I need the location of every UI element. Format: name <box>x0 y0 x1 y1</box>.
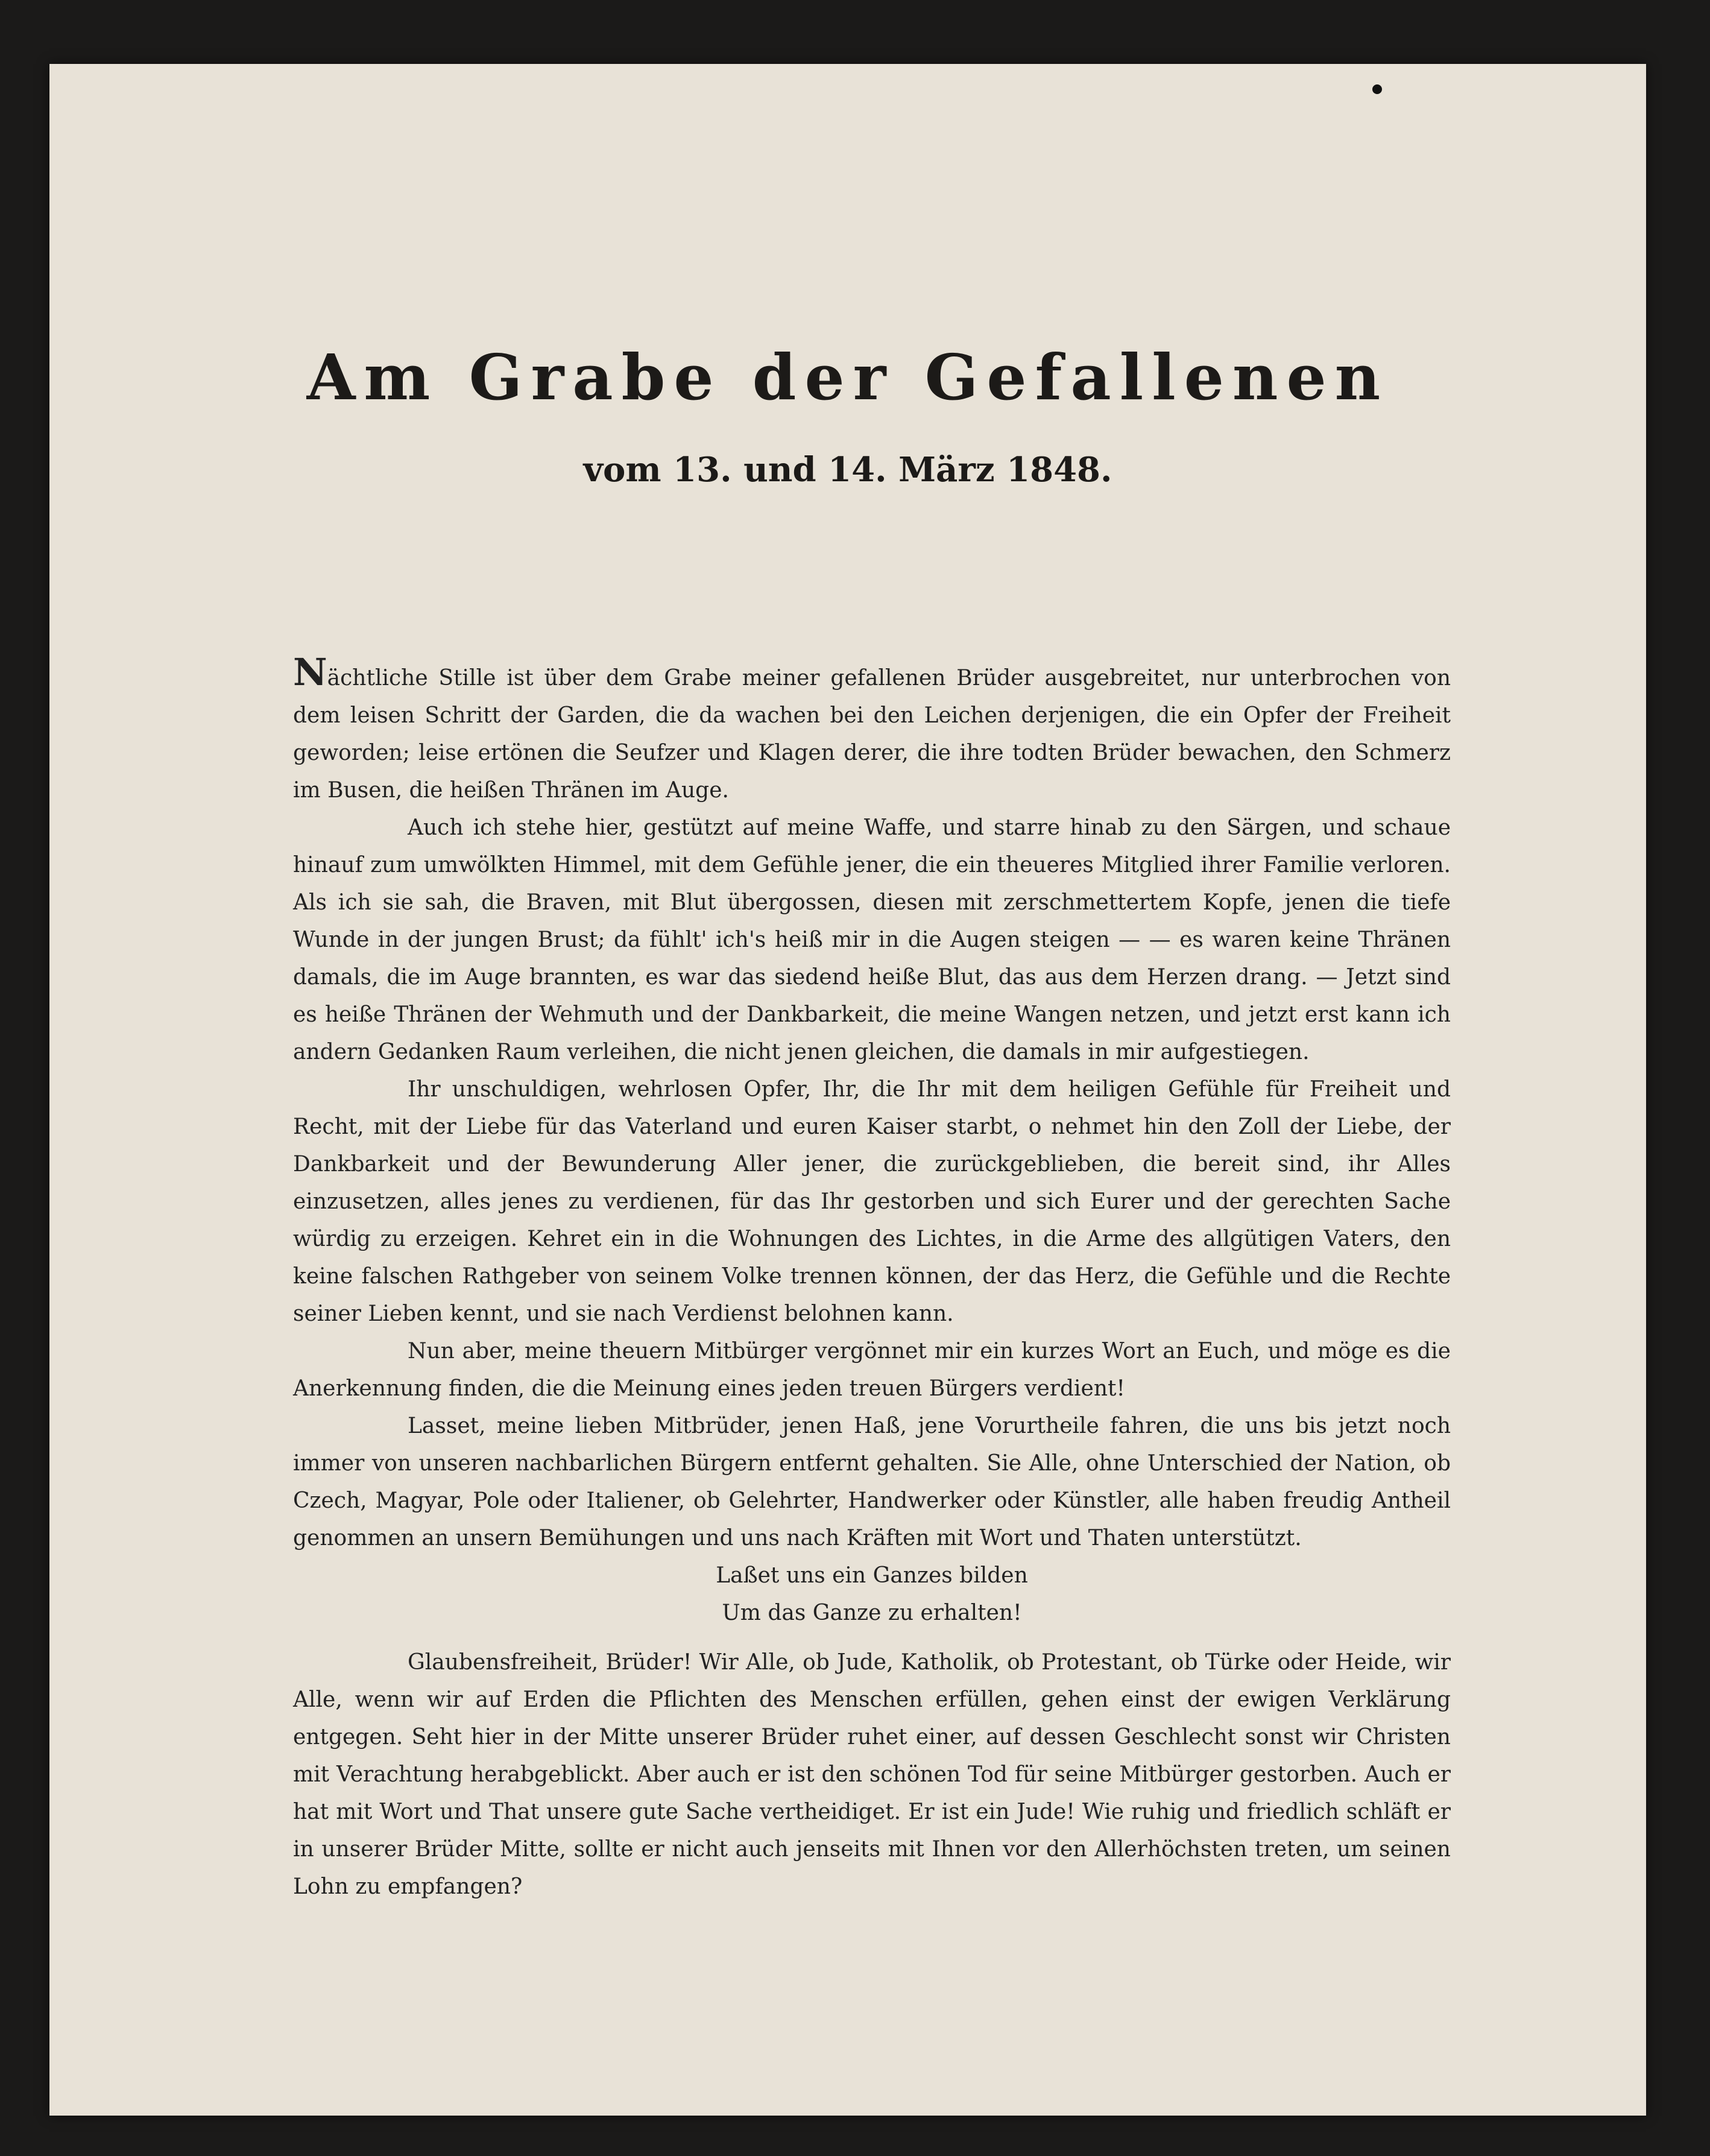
paragraph-2: Auch ich stehe hier, gestützt auf meine Waffe, und starre hinab zu den Särgen, und schaue hinauf zum umwölkten Himmel, mit dem Gefühle jener, die ein theueres Mitglied ihrer Familie verloren. Als ich sie sah, die Braven, mit Blut übergossen, diesen mit zerschmettertem Kopfe, jenen die tiefe Wunde in der jungen Brust; da fühlt' ich's heiß mir in die Augen steigen — — es waren keine Thränen damals, die im Auge brannten, es war das siedend heiße Blut, das aus dem Herzen drang. — Jetzt sind es heiße Thränen der Wehmuth und der Dankbarkeit, die meine Wangen netzen, und jetzt erst kann ich andern Gedanken Raum verleihen, die nicht jenen gleichen, die damals in mir aufgestiegen. <box>293 815 1451 1064</box>
document-body <box>293 650 1451 1906</box>
document-subtitle: vom 13. und 14. März 1848. <box>583 450 1112 490</box>
document-page <box>49 64 1646 2116</box>
paragraph-1 <box>293 650 1451 809</box>
motto-line-1: Laßet uns ein Ganzes bilden <box>716 1563 1028 1588</box>
document-title: Am Grabe der Gefallenen <box>306 340 1389 414</box>
ink-spot <box>1372 84 1382 94</box>
paragraph-5: Lasset, meine lieben Mitbrüder, jenen Haß, jene Vorurtheile fahren, die uns bis jetzt noch immer von unseren nachbarlichen Bürgern entfernt gehalten. Sie Alle, ohne Unterschied der Nation, ob Czech, Magyar, Pole oder Italiener, ob Gelehrter, Handwerker oder Künstler, alle haben freudig Antheil genommen an unsern Bemühungen und uns nach Kräften mit Wort und Thaten unterstützt. <box>293 1414 1451 1551</box>
closing-paragraph: Glaubensfreiheit, Brüder! Wir Alle, ob Jude, Katholik, ob Protestant, ob Türke oder Heide, wir Alle, wenn wir auf Erden die Pflichten des Menschen erfüllen, gehen einst der ewigen Verklärung entgegen. Seht hier in der Mitte unserer Brüder ruhet einer, auf dessen Geschlecht sonst wir Christen mit Verachtung herabgeblickt. Aber auch er ist den schönen Tod für seine Mitbürger gestorben. Auch er hat mit Wort und That unsere gute Sache vertheidiget. Er ist ein Jude! Wie ruhig und friedlich schläft er in unserer Brüder Mitte, sollte er nicht auch jenseits mit Ihnen vor den Allerhöchsten treten, um seinen Lohn zu empfangen? <box>293 1650 1451 1899</box>
motto-line-2: Um das Ganze zu erhalten! <box>722 1601 1022 1625</box>
paragraph-4: Nun aber, meine theuern Mitbürger vergönnet mir ein kurzes Wort an Euch, und möge es die Anerkennung finden, die die Meinung eines jeden treuen Bürgers verdient! <box>293 1339 1451 1401</box>
paragraph-3: Ihr unschuldigen, wehrlosen Opfer, Ihr, die Ihr mit dem heiligen Gefühle für Freiheit und Recht, mit der Liebe für das Vaterland und euren Kaiser starbt, o nehmet hin den Zoll der Liebe, der Dankbarkeit und der Bewunderung Aller jener, die zurückgeblieben, die bereit sind, ihr Alles einzusetzen, alles jenes zu verdienen, für das Ihr gestorben und sich Eurer und der gerechten Sache würdig zu erzeigen. Kehret ein in die Wohnungen des Lichtes, in die Arme des allgütigen Vaters, den keine falschen Rathgeber von seinem Volke trennen können, der das Herz, die Gefühle und die Rechte seiner Lieben kennt, und sie nach Verdienst belohnen kann. <box>293 1077 1451 1326</box>
drop-cap: N <box>293 650 327 694</box>
paragraph-1-text: ächtliche Stille ist über dem Grabe meiner gefallenen Brüder ausgebreitet, nur unterbrochen von dem leisen Schritt der Garden, die da wachen bei den Leichen derjenigen, die ein Opfer der Freiheit geworden; leise ertönen die Seufzer und Klagen derer, die ihre todten Brüder bewachen, den Schmerz im Busen, die heißen Thränen im Auge. <box>293 666 1451 803</box>
spacer <box>293 1632 1451 1644</box>
